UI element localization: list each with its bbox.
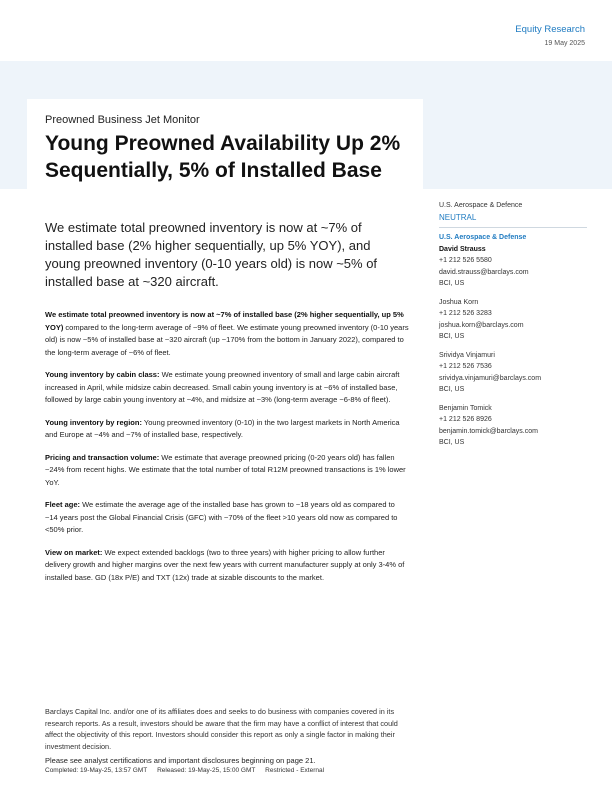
analyst-name: Joshua Korn: [439, 298, 479, 306]
paragraph-lead: Young inventory by region:: [45, 417, 142, 427]
analyst-entity: BCI, US: [439, 439, 465, 446]
doc-type-label: Equity Research: [515, 24, 585, 35]
paragraph-region: [45, 417, 409, 442]
released-timestamp: Released: 19-May-25, 15:00 GMT: [157, 767, 256, 774]
paragraph-market-view: [45, 547, 409, 585]
classification-label: Restricted - External: [265, 767, 325, 774]
analyst-entity: BCI, US: [439, 386, 465, 393]
analyst-card: [439, 350, 587, 396]
paragraph-text: We estimate that average preowned pricing (0-20 years old) has fallen ~24% from recent highs. We estimate that the total number of total R12M preowned transactions is 1% lower YoY.: [45, 452, 406, 487]
analyst-card: [439, 244, 587, 290]
analyst-entity: BCI, US: [439, 280, 465, 287]
analyst-phone: +1 212 526 5580: [439, 257, 492, 264]
analyst-name: Srividya Vinjamuri: [439, 351, 495, 359]
analyst-email[interactable]: srividya.vinjamuri@barclays.com: [439, 374, 542, 382]
paragraph-lead: Fleet age:: [45, 500, 81, 509]
paragraph-text: We expect extended backlogs (two to three years) with higher pricing to allow further delivery growth and higher margins over the next few years with current manufacturer supply at only 3-4% of installed base. GD (18x P/E) and TXT (12x) trade at sizable discounts to the market.: [45, 547, 405, 582]
sector-label: U.S. Aerospace & Defence: [439, 202, 523, 209]
analyst-entity: BCI, US: [439, 333, 465, 340]
paragraph-lead: View on market:: [45, 547, 103, 557]
analyst-email[interactable]: joshua.korn@barclays.com: [439, 321, 524, 329]
analyst-phone: +1 212 526 7536: [439, 363, 492, 370]
paragraph-text: Young preowned inventory (0-10) in the two largest markets in North America and Europe at ~4% and ~7% of installed base, respectively.: [45, 417, 400, 439]
report-summary: We estimate total preowned inventory is now at ~7% of installed base (2% higher sequentially, up 5% YOY), and young preowned inventory (0-10 years old) is now ~5% of installed base at ~320 aircraft.: [45, 220, 378, 289]
team-label: U.S. Aerospace & Defense: [439, 234, 527, 241]
analyst-card: [439, 403, 587, 449]
analyst-email[interactable]: david.strauss@barclays.com: [439, 268, 529, 276]
paragraph-lead: We estimate total preowned inventory is now at ~7% of installed base (2% higher sequentially, up 5% YOY): [45, 310, 404, 332]
report-title: Young Preowned Availability Up 2% Sequentially, 5% of Installed Base: [45, 132, 401, 182]
report-date: 19 May 2025: [544, 40, 585, 47]
paragraph-text: We estimate young preowned inventory of small and large cabin aircraft increased in April, while midsize cabin decreased. Small cabin young inventory is at ~6% of installed base, followed by large cabin young inventory at ~4%, and midsize at ~3% (long-term average ~6-8% of fleet).: [45, 370, 400, 404]
paragraph-text: compared to the long-term average of ~9% of fleet. We estimate young preowned inventory (0-10 years old) is now ~5% of installed base at ~320 aircraft (up ~170% from the bottom in January 2022), compared to the long-term average of ~6% of fleet.: [45, 322, 409, 357]
analyst-phone: +1 212 526 3283: [439, 310, 492, 317]
completed-timestamp: Completed: 19-May-25, 13:57 GMT: [45, 767, 148, 774]
sidebar-divider: [439, 227, 587, 228]
paragraph-pricing: [45, 452, 409, 490]
page-footer: [45, 767, 332, 774]
series-name: Preowned Business Jet Monitor: [45, 114, 200, 126]
paragraph-text: We estimate the average age of the installed base has grown to ~18 years old as compared to ~14 years post the Global Financial Crisis (GFC) with ~70% of the fleet >10 years old now as compared to <50% prior.: [45, 500, 398, 534]
analyst-sidebar: [439, 200, 587, 456]
paragraph-total-inventory: [45, 309, 409, 359]
report-body: [45, 309, 409, 594]
disclosures-note: Please see analyst certifications and important disclosures beginning on page 21.: [45, 756, 316, 765]
analyst-card: [439, 297, 587, 343]
sector-rating: NEUTRAL: [439, 212, 477, 222]
report-header: [515, 24, 585, 49]
paragraph-lead: Young inventory by cabin class:: [45, 370, 160, 379]
paragraph-cabin-class: [45, 369, 409, 407]
analyst-email[interactable]: benjamin.tomick@barclays.com: [439, 427, 538, 435]
paragraph-fleet-age: [45, 499, 409, 537]
conflict-disclaimer: Barclays Capital Inc. and/or one of its affiliates does and seeks to do business with companies covered in its research reports. As a result, investors should be aware that the firm may have a conflict of interest that could affect the objectivity of this report. Investors should consider this report as only a single factor in making their investment decision.: [45, 707, 398, 751]
analyst-phone: +1 212 526 8926: [439, 416, 492, 423]
analyst-name: David Strauss: [439, 245, 486, 253]
analyst-name: Benjamin Tomick: [439, 404, 492, 412]
paragraph-lead: Pricing and transaction volume:: [45, 452, 160, 462]
